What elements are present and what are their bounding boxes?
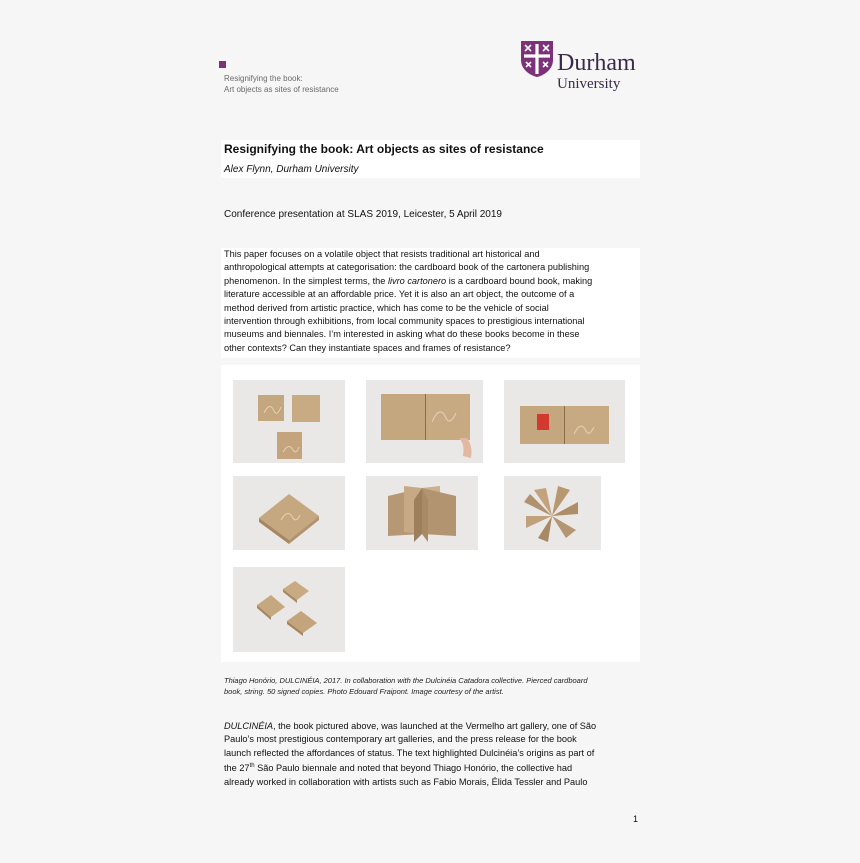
running-head-line-2: Art objects as sites of resistance <box>224 85 339 94</box>
body-text-run: São Paulo biennale and noted that beyond Thiago Honório, the collective had <box>254 763 573 774</box>
abstract-line: method derived from artistic practice, which has come to be the vehicle of social <box>224 302 549 313</box>
body-text-run: , the book pictured above, was launched at the Vermelho art gallery, one of São <box>273 721 597 731</box>
figure-panel <box>221 365 640 662</box>
conference-line: Conference presentation at SLAS 2019, Leicester, 5 April 2019 <box>224 209 502 220</box>
durham-university-logo <box>520 40 650 96</box>
abstract-line <box>224 275 644 288</box>
photo-single-book-angle <box>233 476 345 550</box>
document-title: Resignifying the book: Art objects as sites of resistance <box>224 142 544 156</box>
abstract-text <box>224 248 644 355</box>
body-italic-title: DULCINÉIA <box>224 721 274 731</box>
caption-line: Thiago Honório, DULCINÉIA, 2017. In collaboration with the Dulcinéia Catadora collective. Pierced cardboard <box>224 676 588 685</box>
photo-book-fanned-large <box>366 476 478 550</box>
abstract-block <box>221 248 640 358</box>
body-text-run: the 27 <box>224 763 250 774</box>
durham-shield-icon <box>520 40 554 78</box>
caption-line: book, string. 50 signed copies. Photo Edouard Fraipont. Image courtesy of the artist. <box>224 686 504 696</box>
photo-open-book-hand <box>366 380 483 463</box>
document-author: Alex Flynn, Durham University <box>224 164 359 175</box>
photo-three-books <box>233 380 345 463</box>
body-line: Paulo’s most prestigious contemporary art galleries, and the press release for the book <box>224 734 577 745</box>
logo-subtitle: University <box>557 76 621 92</box>
photo-three-books-angle <box>233 567 345 652</box>
photo-open-book-red-label <box>504 380 625 463</box>
title-block <box>221 140 640 178</box>
abstract-line: intervention through exhibitions, from local community spaces to prestigious international <box>224 316 585 327</box>
body-line: launch reflected the affordances of status. The text highlighted Dulcinéia’s origins as part of <box>224 747 595 758</box>
abstract-line: other contexts? Can they instantiate spaces and frames of resistance? <box>224 342 511 353</box>
abstract-line: anthropological attempts at categorisation: the cardboard book of the cartonera publishing <box>224 262 590 273</box>
header-accent-square <box>219 61 226 68</box>
body-paragraph <box>224 720 644 789</box>
figure-caption <box>224 676 644 697</box>
page-number: 1 <box>633 814 639 824</box>
body-line <box>224 760 644 775</box>
abstract-line: literature accessible at an affordable price. Yet it is also an art object, the outcome of a <box>224 289 575 300</box>
abstract-italic-term: livro cartonero <box>387 275 447 286</box>
photo-book-fanned-small <box>504 476 601 550</box>
abstract-line: museums and biennales. I’m interested in asking what do these books become in these <box>224 329 580 340</box>
body-superscript: th <box>249 763 255 770</box>
abstract-line: This paper focuses on a volatile object that resists traditional art historical and <box>224 249 540 259</box>
abstract-text-run: is a cardboard bound book, making <box>446 275 593 286</box>
running-head <box>224 73 339 95</box>
running-head-line-1: Resignifying the book: <box>224 74 303 83</box>
logo-name: Durham <box>557 50 636 76</box>
body-line <box>224 720 644 733</box>
body-line: already worked in collaboration with artists such as Fabio Morais, Élida Tessler and Paulo <box>224 776 588 787</box>
abstract-text-run: phenomenon. In the simplest terms, the <box>224 275 388 286</box>
